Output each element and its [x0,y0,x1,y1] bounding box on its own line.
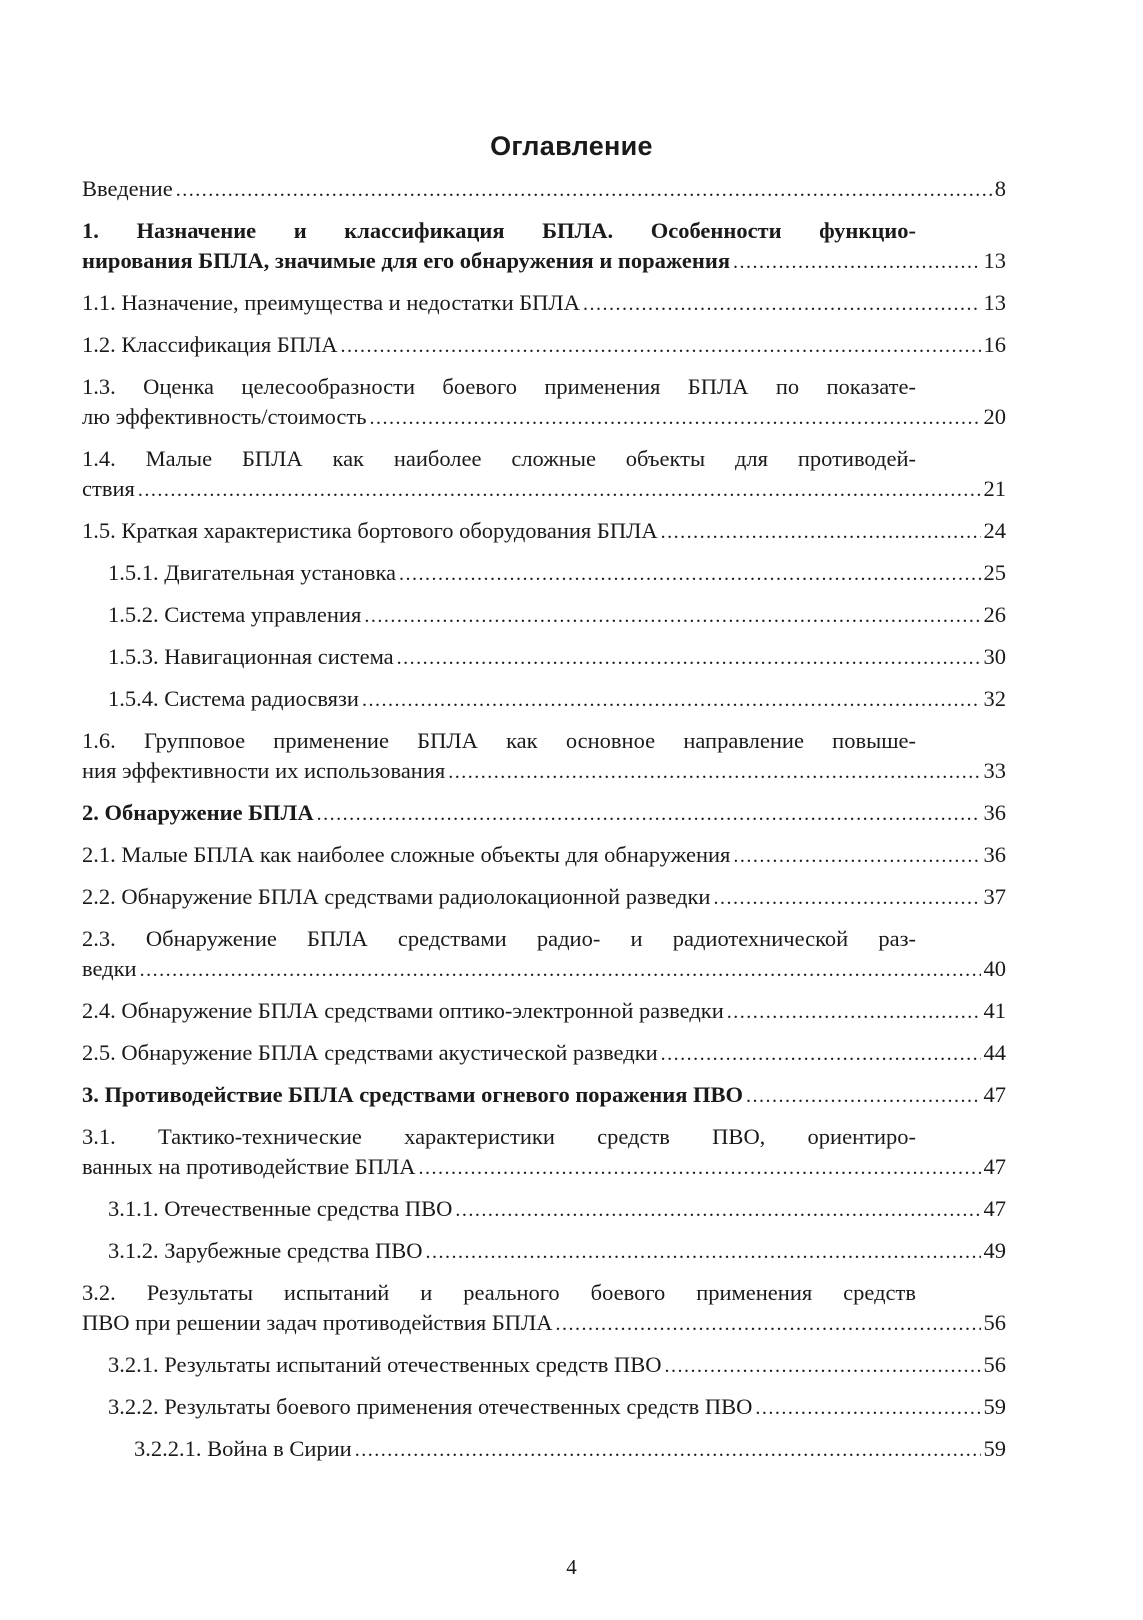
toc-page-number: 37 [983,884,1006,909]
toc-entry[interactable] [82,882,1006,913]
toc-entry[interactable] [82,924,1006,985]
toc-entry[interactable] [82,684,1006,715]
dot-leader [176,175,992,205]
dot-leader [369,403,980,433]
toc-entry-text: лю эффективность/стоимость [82,404,367,429]
toc-page-number: 47 [983,1196,1006,1221]
toc-entry[interactable] [82,1236,1006,1267]
toc-entry-last-line [82,1152,1006,1183]
toc-entry-text: 3.1.1. Отечественные средства ПВО [108,1196,453,1221]
toc-entry-last-line [82,954,1006,985]
table-of-contents [82,174,1006,1476]
toc-entry-text: 3. Противодействие БПЛА средствами огневого поражения ПВО [82,1082,744,1107]
toc-entry-last-line [82,474,1006,505]
toc-page-number: 41 [983,998,1006,1023]
toc-entry-last-line [82,246,1006,277]
toc-page-number: 32 [983,686,1006,711]
toc-entry[interactable] [82,1194,1006,1225]
toc-entry[interactable] [82,1434,1006,1465]
toc-entry[interactable] [82,1038,1006,1069]
toc-page-number: 33 [983,758,1006,783]
toc-entry[interactable] [82,798,1006,829]
toc-entry-text: ведки [82,956,137,981]
toc-entry-text: 3.2.2. Результаты боевого применения отечественных средств ПВО [108,1394,753,1419]
toc-entry[interactable] [82,726,1006,787]
toc-page-number: 56 [983,1310,1006,1335]
toc-entry[interactable] [82,1278,1006,1339]
dot-leader [713,883,980,913]
dot-leader [727,997,981,1027]
toc-entry[interactable] [82,1080,1006,1111]
toc-entry-text-line: 3.2. Результаты испытаний и реального боевого применения средств [82,1280,916,1305]
dot-leader [665,1351,981,1381]
toc-page-number: 47 [983,1154,1006,1179]
toc-entry-text: 2. Обнаружение БПЛА [82,800,314,825]
toc-page-number: 49 [983,1238,1006,1263]
toc-entry[interactable] [82,174,1006,205]
dot-leader [448,757,980,787]
toc-page-number: 16 [983,332,1006,357]
toc-entry-text: 3.1.2. Зарубежные средства ПВО [108,1238,423,1263]
toc-page-number: 59 [983,1436,1006,1461]
toc-title: Оглавление [490,131,653,161]
toc-entry-last-line [82,756,1006,787]
toc-entry-text: 1.5.2. Система управления [108,602,362,627]
toc-entry[interactable] [82,516,1006,547]
dot-leader [556,1309,981,1339]
toc-entry-text: ПВО при решении задач противодействия БПЛА [82,1310,553,1335]
toc-entry-text: Введение [82,176,173,201]
dot-leader [362,685,981,715]
toc-entry-text: 3.2.1. Результаты испытаний отечественных средств ПВО [108,1352,662,1377]
toc-page-number: 30 [983,644,1006,669]
dot-leader [341,331,981,361]
toc-entry[interactable] [82,1350,1006,1381]
toc-page-number: 13 [983,290,1006,315]
toc-page-number: 8 [994,176,1006,201]
toc-entry-text-line: 1. Назначение и классификация БПЛА. Особенности функцио- [82,218,916,243]
toc-page-number: 20 [983,404,1006,429]
toc-entry[interactable] [82,216,1006,277]
toc-entry-text-line: 3.1. Тактико-технические характеристики средств ПВО, ориентиро- [82,1124,916,1149]
dot-leader [397,643,981,673]
toc-entry[interactable] [82,1392,1006,1423]
toc-entry[interactable] [82,1122,1006,1183]
toc-entry-text: 1.1. Назначение, преимущества и недостатки БПЛА [82,290,580,315]
toc-page-number: 36 [983,800,1006,825]
dot-leader [733,247,980,277]
toc-entry-text: 2.2. Обнаружение БПЛА средствами радиолокационной разведки [82,884,711,909]
toc-entry-text-line: 2.3. Обнаружение БПЛА средствами радио- и радиотехнической раз- [82,926,916,951]
toc-page-number: 26 [983,602,1006,627]
toc-page-number: 25 [983,560,1006,585]
dot-leader [426,1237,981,1267]
dot-leader [138,475,981,505]
toc-entry-text-line: 1.3. Оценка целесообразности боевого применения БПЛА по показате- [82,374,916,399]
toc-entry[interactable] [82,840,1006,871]
dot-leader [661,1039,981,1069]
dot-leader [140,955,981,985]
toc-page-number: 56 [983,1352,1006,1377]
toc-entry-text: 2.1. Малые БПЛА как наиболее сложные объекты для обнаружения [82,842,731,867]
toc-entry-text: 2.4. Обнаружение БПЛА средствами оптико-электронной разведки [82,998,724,1023]
page-number: 4 [566,1555,577,1579]
toc-entry[interactable] [82,642,1006,673]
dot-leader [733,841,980,871]
toc-entry-text: 3.2.2.1. Война в Сирии [134,1436,352,1461]
toc-entry[interactable] [82,330,1006,361]
toc-page-number: 36 [983,842,1006,867]
dot-leader [364,601,980,631]
dot-leader [746,1081,980,1111]
toc-entry-text-line: 1.6. Групповое применение БПЛА как основное направление повыше- [82,728,916,753]
toc-page-number: 59 [983,1394,1006,1419]
toc-entry[interactable] [82,444,1006,505]
toc-page-number: 44 [983,1040,1006,1065]
toc-entry-text: 1.5. Краткая характеристика бортового оборудования БПЛА [82,518,658,543]
toc-page-number: 24 [983,518,1006,543]
toc-page-number: 40 [983,956,1006,981]
toc-entry-text: ванных на противодействие БПЛА [82,1154,416,1179]
toc-entry-text: ния эффективности их использования [82,758,446,783]
dot-leader [661,517,981,547]
toc-entry-text: 1.2. Классификация БПЛА [82,332,338,357]
toc-entry[interactable] [82,288,1006,319]
toc-entry[interactable] [82,372,1006,433]
dot-leader [455,1195,980,1225]
toc-entry-text: 1.5.3. Навигационная система [108,644,394,669]
toc-entry-text: 1.5.4. Система радиосвязи [108,686,359,711]
toc-page-number: 47 [983,1082,1006,1107]
toc-entry-text: 2.5. Обнаружение БПЛА средствами акустической разведки [82,1040,658,1065]
toc-entry-text: ствия [82,476,135,501]
dot-leader [317,799,981,829]
dot-leader [583,289,981,319]
dot-leader [399,559,980,589]
toc-entry[interactable] [82,996,1006,1027]
toc-entry-last-line [82,1308,1006,1339]
toc-entry-text: нирования БПЛА, значимые для его обнаружения и поражения [82,248,731,273]
dot-leader [755,1393,980,1423]
toc-entry[interactable] [82,600,1006,631]
dot-leader [418,1153,980,1183]
toc-page-number: 13 [983,248,1006,273]
toc-entry-text-line: 1.4. Малые БПЛА как наиболее сложные объекты для противодей- [82,446,916,471]
toc-page-number: 21 [983,476,1006,501]
dot-leader [355,1435,981,1465]
toc-entry-text: 1.5.1. Двигательная установка [108,560,397,585]
toc-entry[interactable] [82,558,1006,589]
toc-entry-last-line [82,402,1006,433]
